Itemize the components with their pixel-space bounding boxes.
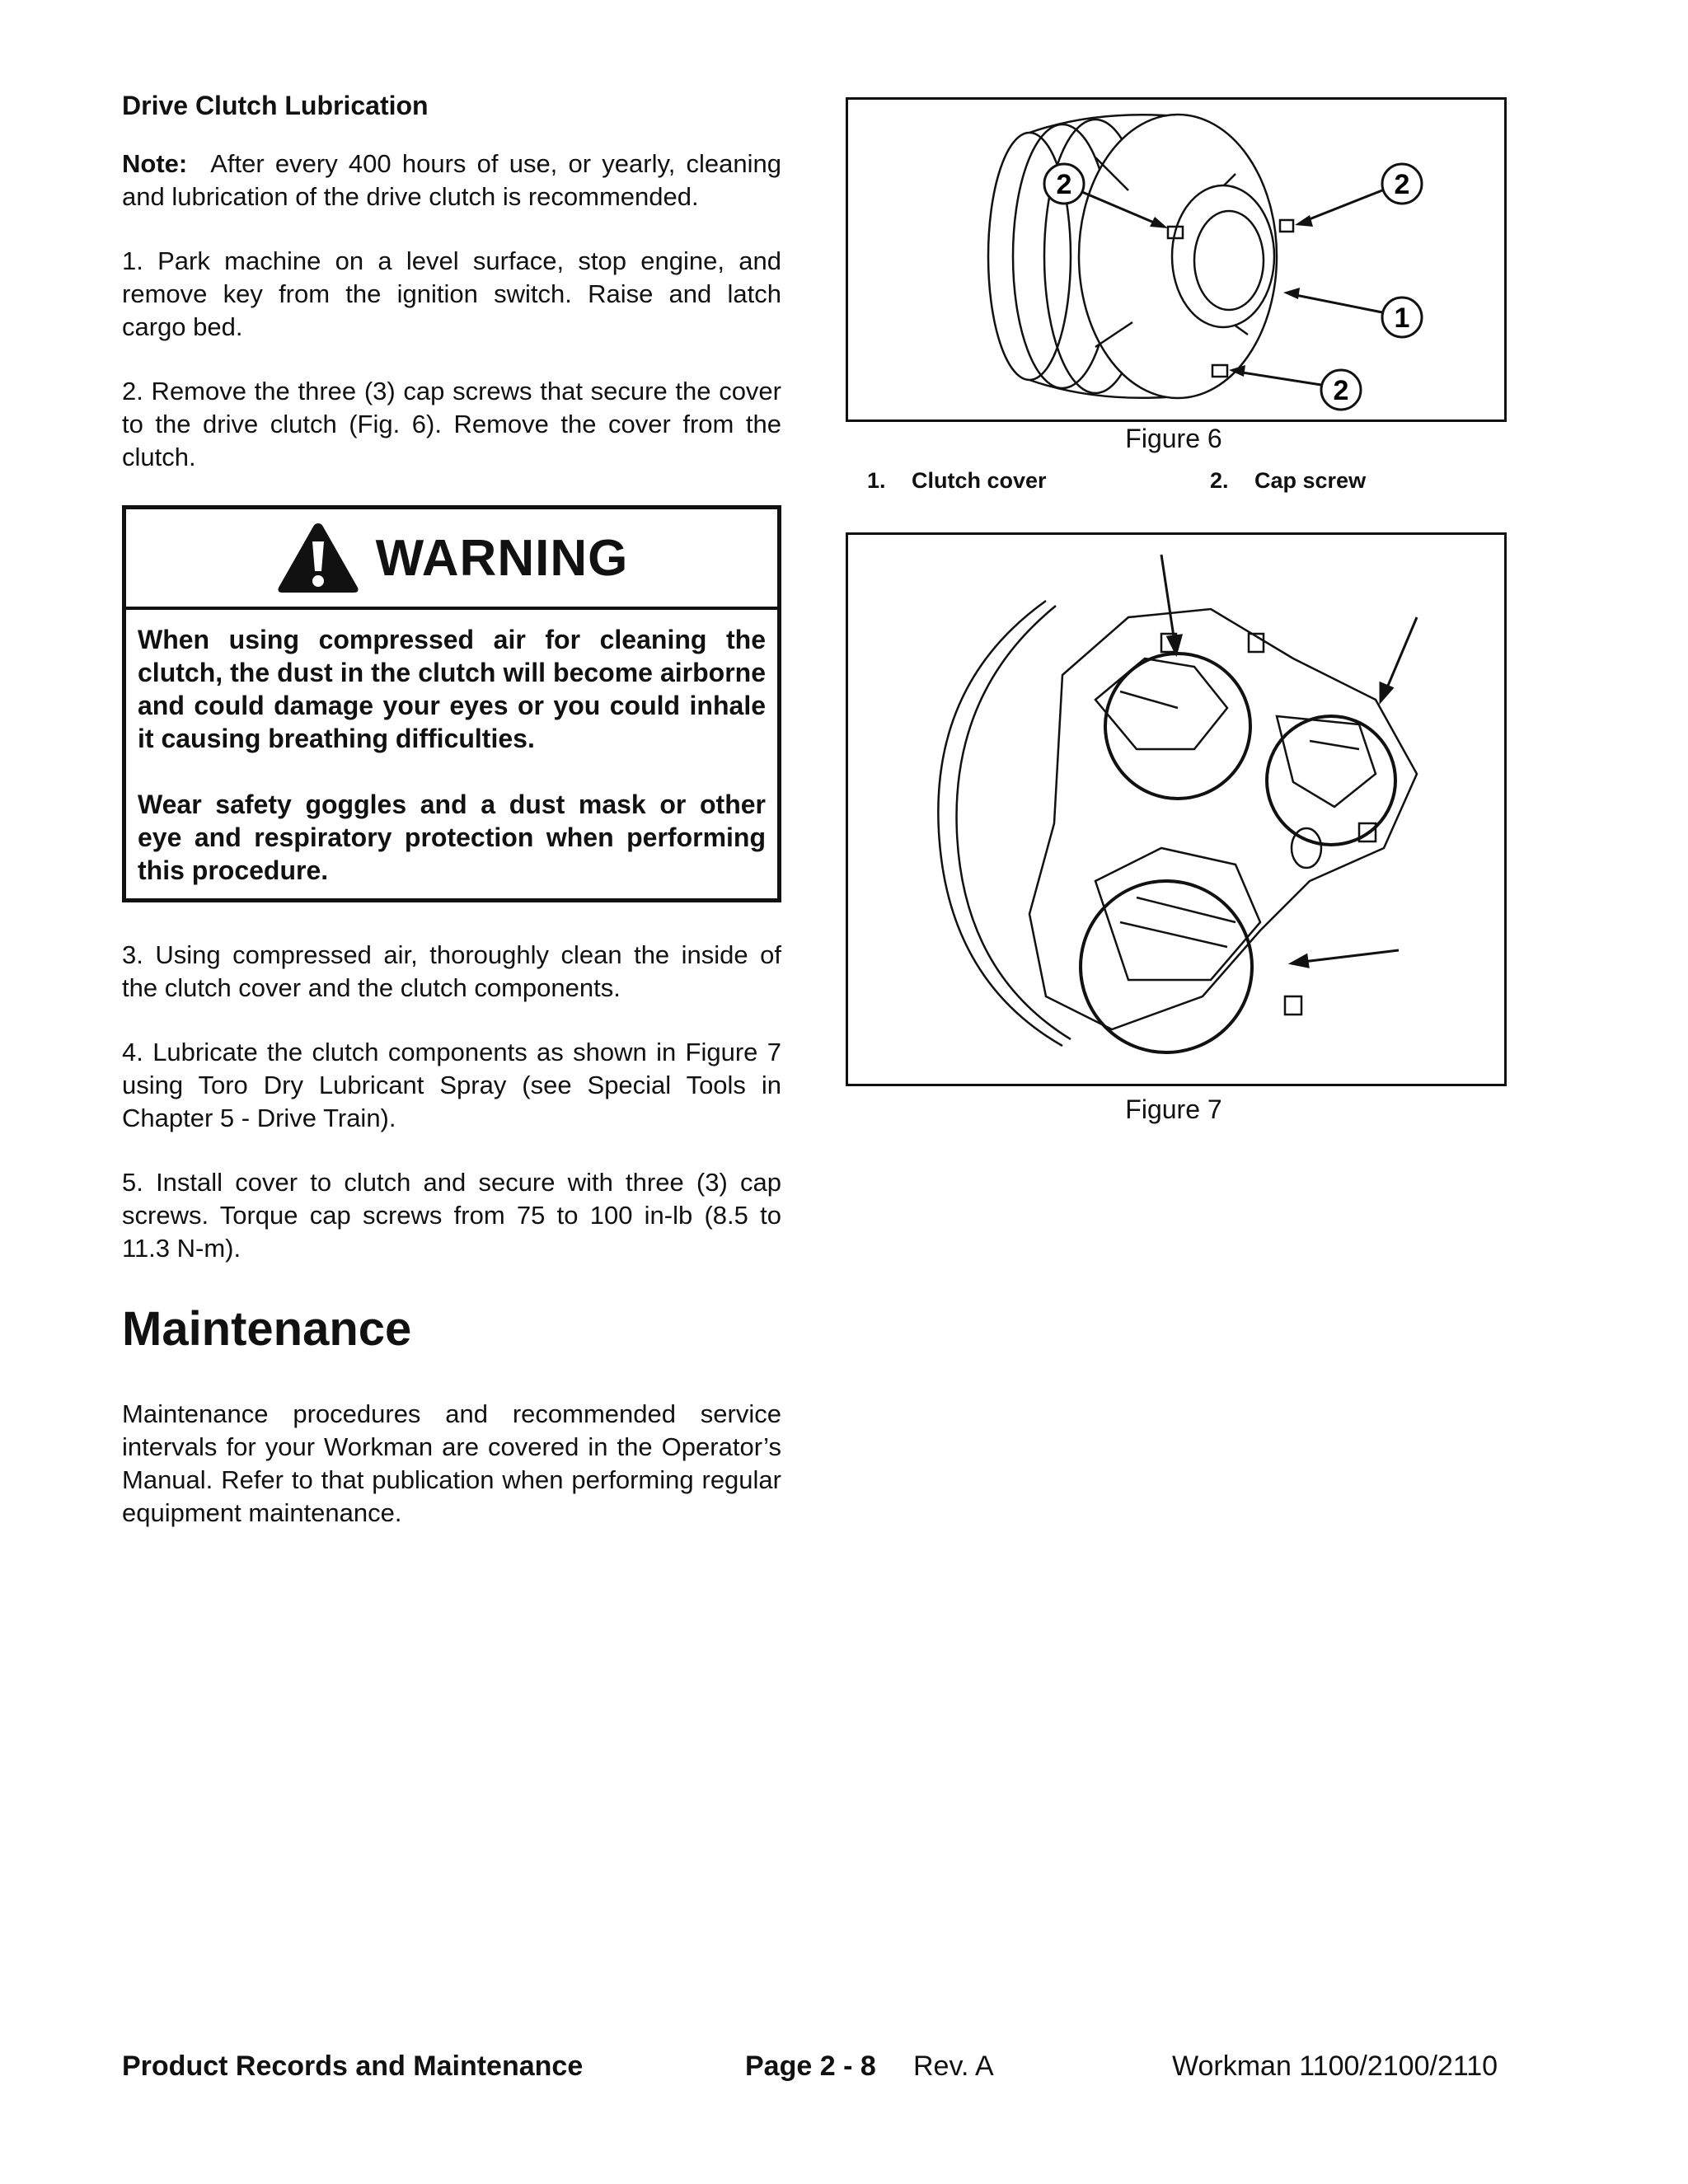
clutch-cover-illustration [848, 100, 1504, 419]
footer-revision: Rev. A [913, 2050, 994, 2082]
note-label: Note: [122, 149, 188, 178]
svg-text:2: 2 [1056, 169, 1072, 200]
figure-6-callout-2-top-right [1295, 164, 1422, 227]
section-title: Drive Clutch Lubrication [122, 91, 429, 120]
note-text: After every 400 hours of use, or yearly, cleaning and lubrication of the drive clutch is recommended. [122, 149, 781, 211]
arrow-icon [1292, 950, 1399, 967]
maintenance-paragraph: Maintenance procedures and recommended service intervals for your Workman are covered in the Operator’s Manual. Refer to that publication when performing regular equipment maintenance. [122, 1399, 781, 1527]
footer-section-title: Product Records and Maintenance [122, 2050, 584, 2082]
warning-header [126, 509, 777, 610]
svg-text:2: 2 [1333, 375, 1349, 406]
maintenance-heading: Maintenance [122, 1302, 412, 1356]
warning-paragraph-2: Wear safety goggles and a dust mask or other eye and respiratory protection when performing this procedure. [138, 790, 766, 885]
figure-6-callout-2-bottom [1229, 365, 1361, 410]
warning-title: WARNING [375, 529, 629, 587]
left-column [122, 91, 781, 1561]
arrow-icon [1381, 617, 1417, 701]
figure-6-callout-1 [1283, 288, 1422, 337]
step-5: 5. Install cover to clutch and secure with three (3) cap screws. Torque cap screws from 75 to 100 in-lb (8.5 to 11.3 N-m). [122, 1168, 781, 1263]
figure-6-legend-item-2: 2. Cap screw [1210, 468, 1367, 493]
warning-body [126, 610, 777, 898]
figure-6-caption: Figure 6 [1125, 424, 1222, 453]
figure-6-legend-item-1: 1. Clutch cover [867, 468, 1047, 493]
footer-page-number: Page 2 - 8 [745, 2050, 876, 2082]
warning-triangle-icon [275, 520, 361, 596]
svg-text:1: 1 [1394, 302, 1410, 334]
step-3: 3. Using compressed air, thoroughly clean the inside of the clutch cover and the clutch components. [122, 940, 781, 1002]
step-1: 1. Park machine on a level surface, stop engine, and remove key from the ignition switch. Raise and latch cargo bed. [122, 246, 781, 341]
warning-paragraph-1: When using compressed air for cleaning the clutch, the dust in the clutch will become airborne and could damage your eyes or you could inhale it causing breathing difficulties. [138, 625, 766, 753]
footer-model: Workman 1100/2100/2110 [1172, 2050, 1498, 2082]
figure-6-frame [846, 97, 1507, 422]
clutch-components-illustration [848, 535, 1504, 1084]
note-paragraph [122, 148, 781, 213]
figure-7-caption: Figure 7 [1125, 1094, 1222, 1124]
step-4: 4. Lubricate the clutch components as shown in Figure 7 using Toro Dry Lubricant Spray (see Special Tools in Chapter 5 - Drive Train). [122, 1038, 781, 1132]
figure-7-frame [846, 532, 1507, 1086]
svg-text:2: 2 [1394, 169, 1410, 200]
step-2: 2. Remove the three (3) cap screws that secure the cover to the drive clutch (Fig. 6). Remove the cover from the clutch. [122, 377, 781, 471]
warning-box [122, 505, 781, 902]
